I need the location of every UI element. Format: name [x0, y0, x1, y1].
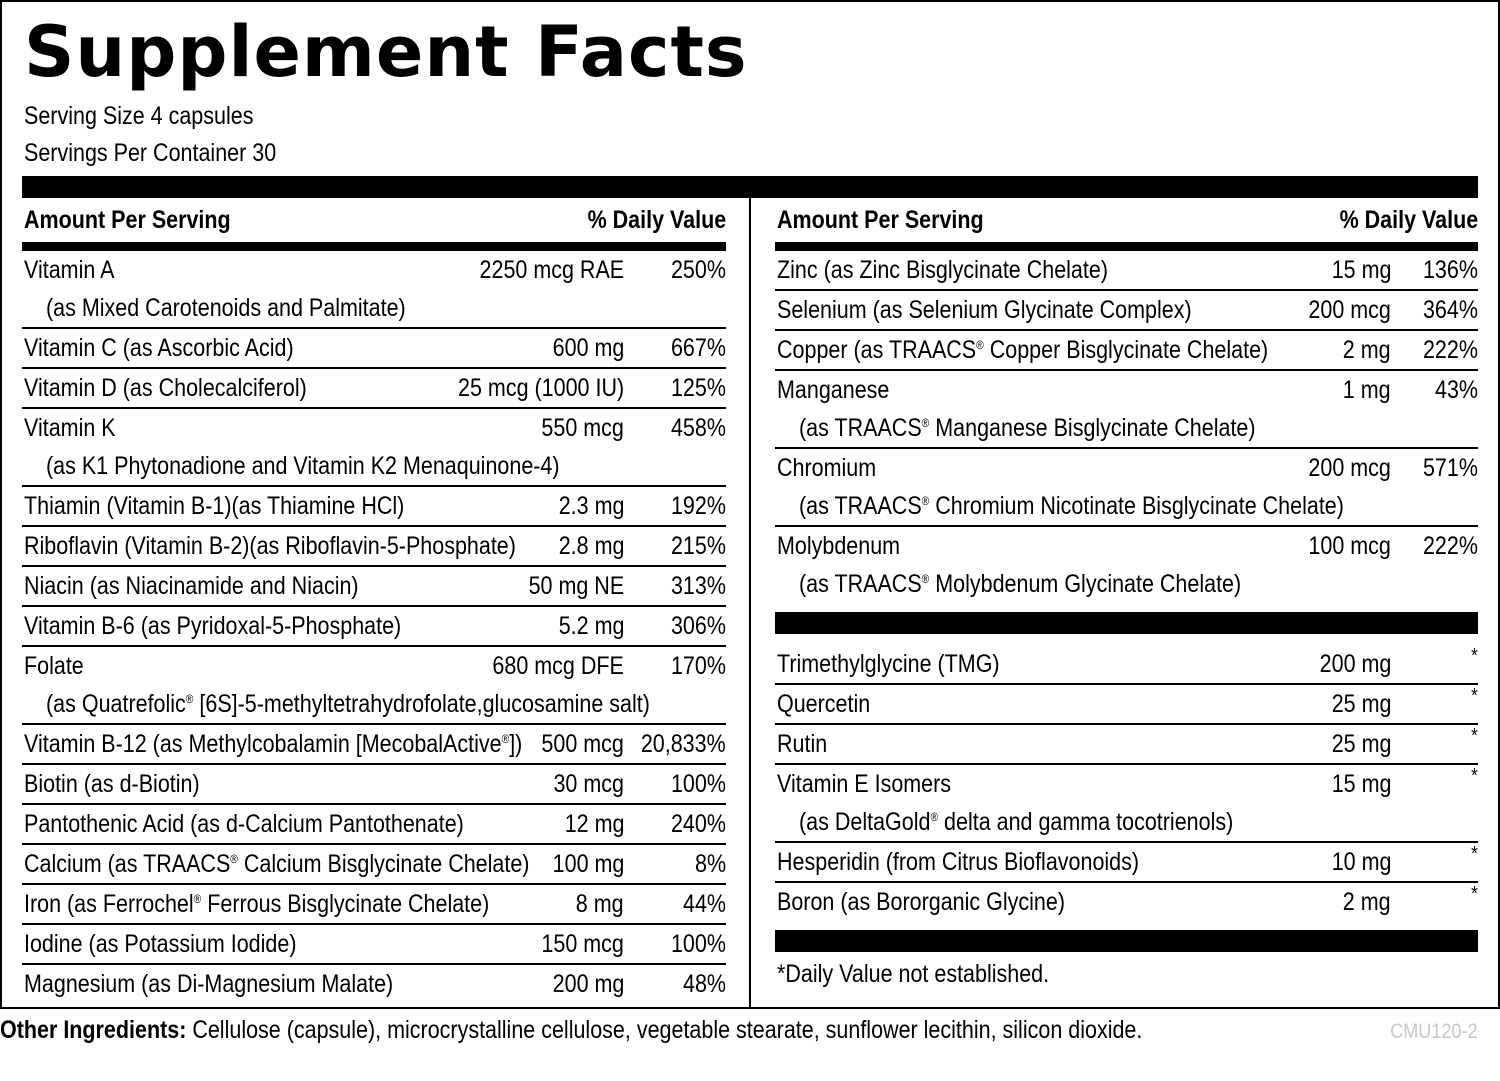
nutrient-name: Manganese [777, 376, 890, 404]
other-ingredients-text: Cellulose (capsule), microcrystalline cellulose, vegetable stearate, sunflower lecithin, silicon dioxide. [186, 1016, 1143, 1044]
text-part: Manganese Bisglycinate Chelate) [929, 414, 1256, 442]
nutrient-source-line [22, 447, 726, 485]
nutrient-amount: 1 mg [1343, 376, 1391, 404]
left-column [22, 198, 726, 1003]
nutrient-main-line [775, 331, 1478, 369]
nutrient-row [775, 883, 1478, 921]
nutrient-row [22, 487, 726, 527]
nutrient-daily-value: * [1471, 765, 1478, 787]
nutrient-daily-value: 20,833% [641, 730, 726, 758]
nutrient-amount: 30 mcg [553, 770, 624, 798]
nutrient-main-line [775, 251, 1478, 289]
text-part: Calcium (as TRAACS [24, 850, 231, 878]
nutrient-name: Vitamin K [24, 414, 116, 442]
nutrient-main-line [22, 805, 726, 843]
column-divider [749, 198, 751, 1007]
nutrient-main-line [775, 725, 1478, 763]
nutrient-row [775, 449, 1478, 527]
nutrient-amount: 2.8 mg [558, 532, 624, 560]
top-thick-bar [22, 176, 1478, 198]
nutrient-main-line [775, 645, 1478, 683]
nutrient-main-line [22, 965, 726, 1003]
nutrient-daily-value: 571% [1423, 454, 1478, 482]
registered-mark: ® [185, 692, 194, 706]
nutrient-daily-value: 192% [671, 492, 726, 520]
nutrient-source [46, 690, 650, 719]
nutrient-daily-value: 100% [671, 930, 726, 958]
nutrient-name [24, 850, 529, 879]
nutrient-name: Iodine (as Potassium Iodide) [24, 930, 297, 958]
right-column-header [775, 198, 1478, 251]
nutrient-main-line [775, 685, 1478, 723]
right-nutrient-list [775, 251, 1478, 603]
nutrient-source-line [775, 565, 1478, 603]
nutrient-daily-value: 458% [671, 414, 726, 442]
nutrient-row [22, 369, 726, 409]
nutrient-amount: 100 mcg [1308, 532, 1391, 560]
nutrient-main-line [22, 647, 726, 685]
nutrient-row [775, 843, 1478, 883]
nutrient-main-line [22, 885, 726, 923]
nutrient-row [775, 527, 1478, 603]
nutrient-daily-value: * [1471, 685, 1478, 707]
nutrient-daily-value: 8% [694, 850, 726, 878]
nutrient-daily-value: 136% [1423, 256, 1478, 284]
nutrient-name [24, 890, 489, 919]
nutrient-daily-value: 222% [1423, 532, 1478, 560]
other-ingredients-label: Other Ingredients: [0, 1016, 187, 1044]
nutrient-name: Trimethylglycine (TMG) [777, 650, 1000, 678]
nutrient-name [777, 336, 1268, 365]
text-part: (as Quatrefolic [46, 690, 186, 718]
nutrient-row [22, 805, 726, 845]
nutrient-main-line [22, 487, 726, 525]
text-part: Copper (as TRAACS [777, 336, 977, 364]
text-part: ]) [509, 730, 523, 758]
nutrient-source [799, 808, 1233, 837]
nutrient-name: Molybdenum [777, 532, 901, 560]
nutrient-row [22, 965, 726, 1003]
nutrient-name: Thiamin (Vitamin B-1)(as Thiamine HCl) [24, 492, 405, 520]
nutrient-amount: 550 mcg [541, 414, 624, 442]
nutrient-main-line [22, 725, 726, 763]
nutrient-row [22, 567, 726, 607]
nutrient-daily-value: 44% [682, 890, 726, 918]
nutrient-main-line [22, 527, 726, 565]
nutrient-amount: 200 mcg [1308, 454, 1391, 482]
nutrient-main-line [775, 371, 1478, 409]
nutrient-main-line [775, 449, 1478, 487]
nutrient-amount: 25 mg [1331, 730, 1391, 758]
registered-mark: ® [930, 810, 939, 824]
nutrient-amount: 600 mg [552, 334, 624, 362]
nutrient-amount: 12 mg [564, 810, 624, 838]
nutrient-main-line [22, 765, 726, 803]
nutrient-row [22, 725, 726, 765]
amount-per-serving-label: Amount Per Serving [777, 206, 984, 234]
nutrient-daily-value: 215% [671, 532, 726, 560]
nutrient-row [775, 331, 1478, 371]
nutrient-row [775, 685, 1478, 725]
nutrient-main-line [22, 369, 726, 407]
text-part: Calcium Bisglycinate Chelate) [237, 850, 530, 878]
other-ingredients [0, 1016, 1142, 1045]
registered-mark: ® [921, 572, 930, 586]
nutrient-row [22, 925, 726, 965]
footnote-text: *Daily Value not established. [777, 960, 1050, 988]
nutrient-source-line [22, 289, 726, 327]
nutrient-main-line [775, 527, 1478, 565]
right-column [775, 198, 1478, 996]
nutrient-daily-value: 240% [671, 810, 726, 838]
nutrient-name [24, 730, 522, 759]
nutrient-daily-value: * [1471, 843, 1478, 865]
nutrient-amount: 25 mcg (1000 IU) [457, 374, 624, 402]
nutrient-daily-value: 364% [1423, 296, 1478, 324]
nutrient-source: (as Mixed Carotenoids and Palmitate) [46, 294, 406, 322]
left-nutrient-list [22, 251, 726, 1003]
text-part: (as TRAACS [799, 414, 922, 442]
nutrient-main-line [775, 883, 1478, 921]
text-part: [6S]-5-methyltetrahydrofolate,glucosamine salt) [193, 690, 650, 718]
nutrient-name: Vitamin A [24, 256, 115, 284]
nutrient-row [22, 607, 726, 647]
nutrient-row [22, 845, 726, 885]
amount-per-serving-label: Amount Per Serving [24, 206, 231, 234]
registered-mark: ® [230, 852, 238, 866]
nutrient-name: Zinc (as Zinc Bisglycinate Chelate) [777, 256, 1108, 284]
nutrient-source [799, 570, 1241, 599]
nutrient-source [799, 414, 1256, 443]
text-part: (as TRAACS [799, 570, 922, 598]
nutrient-name: Vitamin D (as Cholecalciferol) [24, 374, 307, 402]
nutrient-row [22, 409, 726, 487]
nutrient-amount: 200 mcg [1308, 296, 1391, 324]
nutrient-amount: 680 mcg DFE [492, 652, 624, 680]
registered-mark: ® [501, 732, 510, 746]
text-part: Chromium Nicotinate Bisglycinate Chelate) [929, 492, 1344, 520]
nutrient-name: Vitamin E Isomers [777, 770, 952, 798]
nutrient-name: Niacin (as Niacinamide and Niacin) [24, 572, 359, 600]
daily-value-label: % Daily Value [587, 206, 726, 234]
nutrient-source [799, 492, 1344, 521]
nutrient-daily-value: * [1471, 725, 1478, 747]
nutrient-row [22, 885, 726, 925]
nutrient-daily-value: 250% [671, 256, 726, 284]
product-code: CMU120-2 [1390, 1020, 1478, 1043]
nutrient-row [22, 647, 726, 725]
nutrient-daily-value: 667% [671, 334, 726, 362]
text-part: (as DeltaGold [799, 808, 931, 836]
nutrient-main-line [22, 607, 726, 645]
nutrient-row [775, 291, 1478, 331]
nutrient-daily-value: 313% [671, 572, 726, 600]
footnote [775, 952, 1478, 996]
nutrient-amount: 5.2 mg [558, 612, 624, 640]
nutrient-row [775, 251, 1478, 291]
nutrient-amount: 200 mg [552, 970, 624, 998]
nutrient-daily-value: 125% [671, 374, 726, 402]
registered-mark: ® [976, 338, 984, 352]
nutrient-amount: 15 mg [1331, 770, 1391, 798]
nutrient-amount: 200 mg [1319, 650, 1391, 678]
nutrient-name: Boron (as Bororganic Glycine) [777, 888, 1065, 916]
nutrient-amount: 2.3 mg [558, 492, 624, 520]
nutrient-amount: 100 mg [552, 850, 624, 878]
nutrient-row [22, 527, 726, 567]
nutrient-main-line [22, 567, 726, 605]
nutrient-main-line [22, 925, 726, 963]
nutrient-row [22, 251, 726, 329]
nutrient-name: Hesperidin (from Citrus Bioflavonoids) [777, 848, 1140, 876]
nutrient-row [775, 371, 1478, 449]
text-part: Ferrous Bisglycinate Chelate) [201, 890, 490, 918]
text-part: Molybdenum Glycinate Chelate) [929, 570, 1242, 598]
footnote-separator-bar [775, 930, 1478, 952]
nutrient-amount: 2 mg [1343, 888, 1391, 916]
nutrient-source-line [775, 409, 1478, 447]
nutrient-row [775, 725, 1478, 765]
nutrient-daily-value: * [1471, 645, 1478, 667]
nutrient-daily-value: * [1471, 883, 1478, 905]
nutrient-name: Riboflavin (Vitamin B-2)(as Riboflavin-5-Phosphate) [24, 532, 516, 560]
nutrient-name: Chromium [777, 454, 877, 482]
nutrient-name: Selenium (as Selenium Glycinate Complex) [777, 296, 1192, 324]
section-separator-bar [775, 612, 1478, 634]
nutrient-row [22, 329, 726, 369]
nutrient-main-line [22, 409, 726, 447]
servings-per-container: Servings Per Container 30 [24, 139, 277, 167]
nutrient-name: Rutin [777, 730, 828, 758]
registered-mark: ® [921, 494, 930, 508]
nutrient-amount: 50 mg NE [528, 572, 624, 600]
nutrient-source-line [775, 487, 1478, 525]
registered-mark: ® [193, 892, 202, 906]
nutrient-source: (as K1 Phytonadione and Vitamin K2 Menaquinone-4) [46, 452, 560, 480]
nutrient-daily-value: 100% [671, 770, 726, 798]
registered-mark: ® [921, 416, 930, 430]
nutrient-name: Vitamin B-6 (as Pyridoxal-5-Phosphate) [24, 612, 402, 640]
serving-size: Serving Size 4 capsules [24, 102, 254, 130]
nutrient-amount: 500 mcg [541, 730, 624, 758]
nutrient-amount: 15 mg [1331, 256, 1391, 284]
nutrient-name: Folate [24, 652, 84, 680]
nutrient-daily-value: 43% [1434, 376, 1478, 404]
nutrient-main-line [22, 329, 726, 367]
text-part: delta and gamma tocotrienols) [938, 808, 1234, 836]
nutrient-name: Biotin (as d-Biotin) [24, 770, 200, 798]
nutrient-amount: 10 mg [1331, 848, 1391, 876]
text-part: (as TRAACS [799, 492, 922, 520]
text-part: Vitamin B-12 (as Methylcobalamin [MecobalActive [24, 730, 502, 758]
nutrient-daily-value: 48% [682, 970, 726, 998]
nutrient-amount: 2250 mcg RAE [479, 256, 624, 284]
nutrient-daily-value: 170% [671, 652, 726, 680]
nutrient-name: Pantothenic Acid (as d-Calcium Pantothenate) [24, 810, 464, 838]
nutrient-amount: 8 mg [576, 890, 624, 918]
nutrient-main-line [775, 291, 1478, 329]
left-column-header [22, 198, 726, 251]
nutrient-main-line [775, 843, 1478, 881]
other-ingredients-list [775, 645, 1478, 921]
nutrient-daily-value: 222% [1423, 336, 1478, 364]
nutrient-name: Vitamin C (as Ascorbic Acid) [24, 334, 294, 362]
nutrient-row [22, 765, 726, 805]
nutrient-source-line [22, 685, 726, 723]
nutrient-main-line [22, 845, 726, 883]
daily-value-label: % Daily Value [1339, 206, 1478, 234]
nutrient-main-line [775, 765, 1478, 803]
text-part: Iron (as Ferrochel [24, 890, 194, 918]
nutrient-row [775, 765, 1478, 843]
nutrient-amount: 150 mcg [541, 930, 624, 958]
nutrient-amount: 25 mg [1331, 690, 1391, 718]
nutrient-amount: 2 mg [1343, 336, 1391, 364]
nutrient-name: Magnesium (as Di-Magnesium Malate) [24, 970, 394, 998]
nutrient-name: Quercetin [777, 690, 871, 718]
text-part: Copper Bisglycinate Chelate) [983, 336, 1269, 364]
nutrient-source-line [775, 803, 1478, 841]
panel-title: Supplement Facts [24, 11, 748, 93]
nutrient-row [775, 645, 1478, 685]
nutrient-daily-value: 306% [671, 612, 726, 640]
nutrient-main-line [22, 251, 726, 289]
